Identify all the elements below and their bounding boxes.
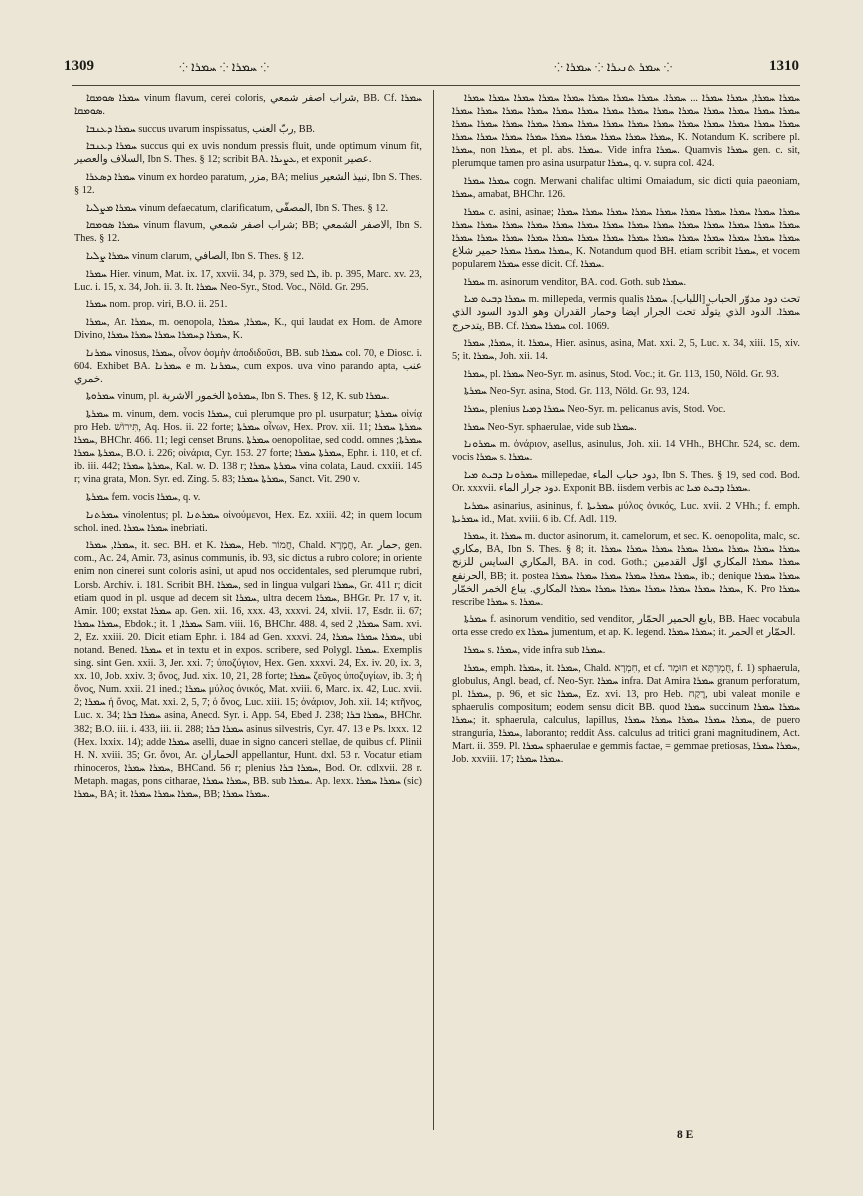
right-column	[452, 92, 800, 1128]
dictionary-entry: ܚܡܪܐ s. ܚܡܪܐ, vide infra sub ܚܡܪܐ.	[464, 644, 606, 656]
dictionary-entry: ܚܡܪܐ ܕܣܥܪܐ vinum ex hordeo paratum, مزر, BA; melius نبيذ الشعير, Ibn S. Thes. § 12.	[74, 171, 422, 197]
dictionary-entry: ܚܡܪܐ, plenius ܚܡܪܐ ܕܡܝܐ Neo-Syr. m. pelicanus avis, Stod. Voc.	[464, 403, 726, 415]
dictionary-entry: ܚܡܪܘܢܐ ܕܒܝܬ ܡܝܐ millepedae, دود حباب الماء, Ibn S. Thes. § 19, sed cod. Bod. Or. xxxvii. دود جرار الماء. Exponit BB. iisdem verbis ac ܚܡܪܐ ܕܒܝܬ ܡܝܐ.	[452, 469, 800, 494]
dictionary-entry: ܚܡܪܐ, it. ܚܡܪܐ m. ductor asinorum, it. camelorum, et sec. K. oenopolita, malc, sc. مكاري, BA, Ibn S. Thes. § 8; it. ܚܡܪܐ ܚܡܪܐ ܚܡܪܐ ܚܡܪܐ ܚܡܪܐ ܚܡܪܐ ܚܡܪܐ ܚܡܪܐ المكاري السايس للزنج, BA. in cod. Goth.; ܚܡܪܐ ܚܡܪܐ المكاري اوّل القدمين الحرنفع, BB; it. postea ܚܡܪܐ ܚܡܪܐ ܚܡܪܐ ܚܡܪܐ ܚܡܪܐ ܚܡܪܐ, ib.; denique ܚܡܪܐ ܚܡܪܐ ܚܡܪܐ ܚܡܪܐ ܚܡܪܐ ܚܡܪܐ ܚܡܪܐ ܚܡܪܐ ܚܡܪܐ المكاري. يباع الخمر الخمّار, K. Pro ܚܡܪܐ rescribe ܚܡܪܐ s. ܚܡܪܐ.	[452, 531, 800, 608]
dictionary-entry: ܚܡܪܐ ܕܥܢܒܐ succus qui ex uvis nondum pressis fluit, unde optimum vinum fit, السلاف والعصير, Ibn S. Thes. § 12; scribit BA. ܥܨܝܪܐ, et exponit عصير.	[74, 141, 422, 166]
dictionary-entry: ܚܡܪܐ ܚܡܪܐ cogn. Merwani chalifac ultimi Omaiadum, sic dicti quia paeoniam, ܚܡܪܐ, amabat, BHChr. 126.	[452, 176, 800, 201]
dictionary-entry: ܚܡܪܐ nom. prop. viri, B.O. ii. 251.	[86, 299, 228, 311]
column-divider	[433, 90, 434, 1130]
left-page-number: 1309	[64, 58, 94, 74]
signature-mark: 8 E	[677, 1129, 694, 1141]
dictionary-entry: ܚܡܪܬܐ f. asinorum venditio, sed venditor, بايع الحمير الحمّار, BB. Haec vocabula orta esse credo ex ܚܡܪܐ jumentum, et ap. K. legend. ܚܡܪܐ ܚܡܪܐ; it. الحمر et الحمّار.	[452, 614, 800, 639]
dictionary-entry: ܚܡܪܐ, pl. ܚܡܪܐ Neo-Syr. m. asinus, Stod. Voc.; it. Gr. 113, 150, Nöld. Gr. 93.	[464, 368, 780, 380]
dictionary-entry: ܚܡܪܐ, emph. ܚܡܪܐ, it. ܚܡܪܐ, Chald. חִמְרָא, et cf. חוּמָר et חֻמְרְתָּא, f. 1) sphaerula, globulus, Angl. bead, cf. Neo-Syr. ܚܡܪܐ infra. Dat Amira ܚܡܪܐ granum perforatum, pl. ܚܡܪܐ, p. 96, et sic ܚܡܪܐ, Ez. xvi. 13, pro Heb. רֶקַח, ubi valeat monile e sphaerulis compositum; eodem sensu dicit BB. quod ܚܡܪܐ succinum ܚܡܪܐ ܚܡܪܐ ܚܡܪܐ; it. sphaerula, calculus, lapillus, ܚܡܪܐ ܚܡܪܐ ܚܡܪܐ ܚܡܪܐ ܚܡܪܐ, de puero stranguria, ܚܡܪܐ, laboranto; reddit Ass. calculus ad tritici grani magnitudinem, Act. Mart. ii. 359. Pl. ܚܡܪܐ sphaerulae e gemmis factae, = gemmae pretiosas, ܚܡܪܐ ܚܡܪܐ, Job. xxviii. 17; ܚܡܪܐ ܚܡܪܐ.	[452, 662, 800, 766]
dictionary-entry: ܚܡܪܐ ܣܘܡܩܐ vinum flavum, شراب اصفر شمعي; BB; الاصفر الشمعي, Ibn S. Thes. § 12.	[74, 220, 422, 245]
dictionary-entry: ܚܡܪܘܢܐ m. ὀνάριον, asellus, asinulus, Joh. xii. 14 VHh., BHChr. 524, sc. dem. vocis ܚܡܪܐ s. ܚܡܪܐ.	[452, 439, 800, 464]
dictionary-entry: ܚܡܪܐ ܡܨܠܝܐ vinum defaecatum, clarificatum, المصفّى, Ibn S. Thes. § 12.	[86, 202, 389, 214]
dictionary-entry: ܚܡܪܬܐ Neo-Syr. asina, Stod. Gr. 113, Nöld. Gr. 93, 124.	[464, 386, 690, 398]
left-column	[74, 92, 422, 1128]
right-running-title: ⁘ ܚܡܪ ܬܢܝܪܐ ⁘ ܚܡܪܐ ⁘	[554, 60, 673, 74]
dictionary-entry: ܚܡܪܐ ܚܡܪܐ, ܚܡܪܐ ܚܡܪܐ ... ܚܡܪܐ. ܚܡܪܐ ܚܡܪܐ ܚܡܪܐ ܚܡܪܐ ܚܡܪܐ ܚܡܪܐ ܚܡܪܐ ܚܡܪܐ ܚܡܪܐ ܚܡܪܐ ܚܡܪܐ ܚܡܪܐ ܚܡܪܐ ܚܡܪܐ ܚܡܪܐ ܚܡܪܐ ܚܡܪܐ ܚܡܪܐ ܚܡܪܐ ܚܡܪܐ ܚܡܪܐ ܚܡܪܐ ܚܡܪܐ ܚܡܪܐ ܚܡܪܐ ܚܡܪܐ ܚܡܪܐ ܚܡܪܐ ܚܡܪܐ ܚܡܪܐ ܚܡܪܐ ܚܡܪܐ ܚܡܪܐ ܚܡܪܐ ܚܡܪܐ ܚܡܪܐ ܚܡܪܐ ܚܡܪܐ ܚܡܪܐ ܚܡܪܐ ܚܡܪܐ ܚܡܪܐ ܚܡܪܐ ܚܡܪܐ ܚܡܪܐ, K. Notandum K. scribere pl. ܚܡܪܐ, non ܚܡܪܐ, et pl. abs. ܚܡܪܐ. Vide infra ܚܡܪܐ. Quamvis ܚܡܪܐ gen. c. sit, plerumque tamen pro asina usurpatur ܚܡܪܐ, q. v. supra col. 424.	[452, 93, 800, 170]
dictionary-entry: ܚܡܪܐ ܨܠܝܐ vinum clarum, الصافي, Ibn S. Thes. § 12.	[86, 250, 304, 262]
right-page-number: 1310	[769, 58, 799, 74]
page-header	[64, 58, 799, 82]
dictionary-entry: ܚܡܪܐ ܕܥܢܒܐ succus uvarum inspissatus, ربّ العنب, BB.	[86, 123, 316, 135]
dictionary-entry: ܚܡܪܐ ܣܘܡܩܐ vinum flavum, cerei coloris, شراب اصفر شمعي, BB. Cf. ܚܡܪܐ ܣܘܡܩܐ.	[74, 93, 422, 118]
dictionary-entry: ܚܡܪܢܐ vinosus, ܚܡܪܐ, οἶνον ὀσμὴν ἀποδιδοῦσι, BB. sub ܚܡܪܐ col. 70, e Diosc. i. 604. Exhibet BA. ܚܡܪܢܐ e m. ܚܡܪܢܐ, cum expos. uva vino parando apta, عنب خمري.	[74, 347, 422, 385]
dictionary-entry: ܚܡܪܐ m. asinorum venditor, BA. cod. Goth. sub ܚܡܪܐ.	[464, 276, 687, 288]
dictionary-entry: ܚܡܪܐ, ܚܡܪܐ, it. ܚܡܪܐ, Hier. asinus, asina, Mat. xxi. 2, 5, Luc. x. 34, xiii. 15, xiv. 5; it. ܚܡܪܐ, Joh. xii. 14.	[452, 338, 800, 363]
dictionary-entry: ܚܡܪܐ, Ar. ܚܡܪܐ, m. oenopola, ܚܡܪܐ, ܚܡܪܐ, K., qui laudat ex Hom. de Amore Divino, ܚܡܪܐ ܕܚܡܪܐ ܚܡܪܐ ܚܡܪܐ ܚܡܪܐ, K.	[74, 316, 422, 341]
dictionary-entry: ܚܡܪܬܐ fem. vocis ܚܡܪܐ, q. v.	[86, 491, 201, 503]
dictionary-entry: ܚܡܪܐ Neo-Syr. sphaerulae, vide sub ܚܡܪܐ.	[464, 421, 637, 433]
dictionary-entry: ܚܡܪܐ c. asini, asinae; ܚܡܪܐ ܚܡܪܐ ܚܡܪܐ ܚܡܪܐ ܚܡܪܐ ܚܡܪܐ ܚܡܪܐ ܚܡܪܐ ܚܡܪܐ ܚܡܪܐ ܚܡܪܐ ܚܡܪܐ ܚܡܪܐ ܚܡܪܐ ܚܡܪܐ ܚܡܪܐ ܚܡܪܐ ܚܡܪܐ ܚܡܪܐ ܚܡܪܐ ܚܡܪܐ ܚܡܪܐ ܚܡܪܐ ܚܡܪܐ ܚܡܪܐ ܚܡܪܐ ܚܡܪܐ ܚܡܪܐ ܚܡܪܐ ܚܡܪܐ ܚܡܪܐ ܚܡܪܐ ܚܡܪܐ ܚܡܪܐ ܚܡܪܐ ܚܡܪܐ ܚܡܪܐ ܚܡܪܐ ܚܡܪܐ ܚܡܪܐ ܚܡܪܐ حمير شلاع, K. Notandum quod BH. etiam scribit ܚܡܪܐ, et vocem popularem ܚܡܪܐ esse dicit. Cf. ܚܡܪܐ.	[452, 206, 800, 271]
dictionary-entry: ܚܡܪܝܐ asinarius, asininus, f. ܚܡܪܝܬܐ μύλος ὀνικός, Luc. xvii. 2 VHh.; f. emph. ܚܡܪܝܬܐ id., Mat. xviii. 6 ib. Cf. Adl. 119.	[452, 500, 800, 525]
dictionary-entry: ܚܡܪܐ Hier. vinum, Mat. ix. 17, xxvii. 34, p. 379, sed ܠܐ, ib. p. 395, Marc. xv. 23, Luc. i. 15, x. 34, Joh. ii. 3. It. ܚܡܪܐ Neo-Syr., Stod. Voc., Nöld. Gr. 295.	[74, 268, 422, 293]
dictionary-entry: ܚܡܪܐ, ܚܡܪܐ, it. sec. BH. et K. ܚܡܪܐ, Heb. חֲמוֹר, Chald. חֲמָרָא, Ar. حمار, gen. com., Ac. 24, Amir. 73, asinus communis, ib. 93, sic dictus a rubro colore; in oriente enim non cinerei sunt coloris asini, ut apud nos occidentales, sed plerumque rubri, Lorsb. Archiv. i. 181. Scribit BH. ܚܡܪܐ, sed in lingua vulgari ܚܡܪܐ, Gr. 411 r; dicit etiam quod in pl. usque ad decem sit ܚܡܪܐ, ultra decem ܚܡܪܐ, BHGr. Pr. 17 v, it. Amir. 100; exstat ܚܡܪܐ ap. Gen. xii. 16, xxx. 43, xxxvi. 24, xlvii. 17, Esdr. ii. 67; ܚܡܪܐ ܚܡܪܐ, Ebdok.; it. ܚܡܪܐ, 1 Sam. viii. 16, BHChr. 488. 4, sed ܚܡܪܐ, 2 Sam. xvi. 2, Ez. xxiii. 20. Dicit etiam Ephr. i. 184 ad Gen. xxxvi. 24, ܚܡܪܐ ܚܡܪܐ ܚܡܪܐ, ubi notand. Bened. ܚܡܪܐ et in textu et in expos. scribere, sed Polygl. ܚܡܪܐ. Exemplis sing. sint Gen. xxii. 3, Jer. xxi. 7; ὑποζύγιον, Hex. Gen. xxxvi. 24, Ex. iv. 20, ix. 3, xx. 10, Job. xxiv. 3; ὄνος, Jud. xix. 10, 21, 28 forte; ܚܡܪܐ ζεῦγος ὑποζυγίων, ib. 3; ἡ ὄνος, Num. xxii. 21 ined.; ܚܡܪܐ μύλος ὀνικός, Mat. xviii. 6, Marc. ix. 42, Luc. xvii. 2; ܚܡܪܐ ἡ ὄνος, Mat. xxi. 2, 5, 7; ὁ ὄνος, Luc. xiii. 15; ὀνάριον, Joh. xii. 14; κτῆνος, Luc. x. 34; ܚܡܪܐ ܒܪܐ asina, Anecd. Syr. i. App. 54, Ebed J. 238; ܚܡܪܐ ܒܪܐ, BHChr. 382; B.O. iii. i. 433, iii. ii. 288; ܚܡܪܐ ܒܪܐ asinus silvestris, Cyr. 47. 13 e Ps. lxxx. 12 (Hex. lxxix. 14); adde ܚܡܪܐ aselli, duae in signo canceri stellae, de quibus cf. Plinii H. N. xviii. 35; Gr. ὄνοι, Ar. الحماران appellantur, Hunt. dxl. 53 r. Vocatur etiam rhinoceros, ܚܡܪܐ ܚܡܪܐ, BHCand. 56 r; plenius ܚܡܪܐ ܒܪܐ, Bod. Or. cdlxvii. 28 r. Metaph. magas, pons citharae, ܚܡܪܐ ܚܡܪܐ, BB. sub ܚܡܪܐ. Ap. lexx. ܚܡܪܐ ܚܡܪܐ (sic) ܚܡܪܐ, BA; it. ܚܡܪܐ ܚܡܪܐ ܚܡܪܐ, BB; ܚܡܪܐ ܚܡܪܐ.	[74, 540, 422, 800]
dictionary-entry: ܚܡܪܬܢܐ vinolentus; pl. ܚܡܪܬܢܐ οἰνούμενοι, Hex. Ez. xxiii. 42; in quem locum schol. ined. ܚܡܪܐ ܚܡܪܐ inebriati.	[74, 509, 422, 534]
dictionary-entry: ܚܡܪܐ ܕܒܝܬ ܡܝܐ m. millepeda, vermis qualis تحت دود مدوّر الحباب [اللباب]. ܚܡܪܐ ܚܡܪܐ. الدود الذي يتولّد تحت الجرار ايضا وحمار القدران وهو الدود السود الذي يتدحرج, BB. Cf. ܚܡܪܐ ܚܡܪܐ col. 1069.	[452, 294, 800, 332]
dictionary-entry: ܚܡܪܬܐ m. vinum, dem. vocis ܚܡܪܐ, cui plerumque pro pl. usurpatur; ܚܡܪܬܐ οἰνίᾳ pro Heb. תִּירוֹשׁ, Aq. Hos. ii. 22 forte; ܚܡܪܬܐ οἶνων, Hex. Prov. xii. 11; ܚܡܪܬܐ ܚܡܪܐ ܚܡܪܐ, BHChr. 466. 11; legi censet Bruns. ܚܡܪܬܐ oenopolitae, sed codd. omnes ܚܡܪܬܐ; ܚܡܪܬܐ ܚܡܪܐ, B.O. i. 226; οἰνάρια, Cyr. 153. 27 forte; ܚܡܪܬܐ ܚܡܪܐ, Ephr. i. 110, et cf. ib. iii. 442; ܚܡܪܬܐ ܚܡܪܐ, Kal. w. D. 138 r; ܚܡܪܬܐ ܚܡܪܐ vina colata, Laud. cxxiii. 145 r; vina grata, Mon. Syr. ed. Zing. 5. 83; ܚܡܪܬܐ ܚܡܪܐ, Sanct. Vit. 290 v.	[74, 408, 422, 486]
header-rule	[72, 85, 800, 86]
dictionary-entry: ܚܡܪܘܬܐ vinum, pl. ܚܡܪܘܬܐ الخمور الاشربة, Ibn S. Thes. § 12, K. sub ܚܡܪܐ.	[86, 391, 390, 403]
left-running-title: ⁘ ܚܡܪܐ ⁘ ܚܡܪܐ ⁘	[179, 60, 270, 74]
